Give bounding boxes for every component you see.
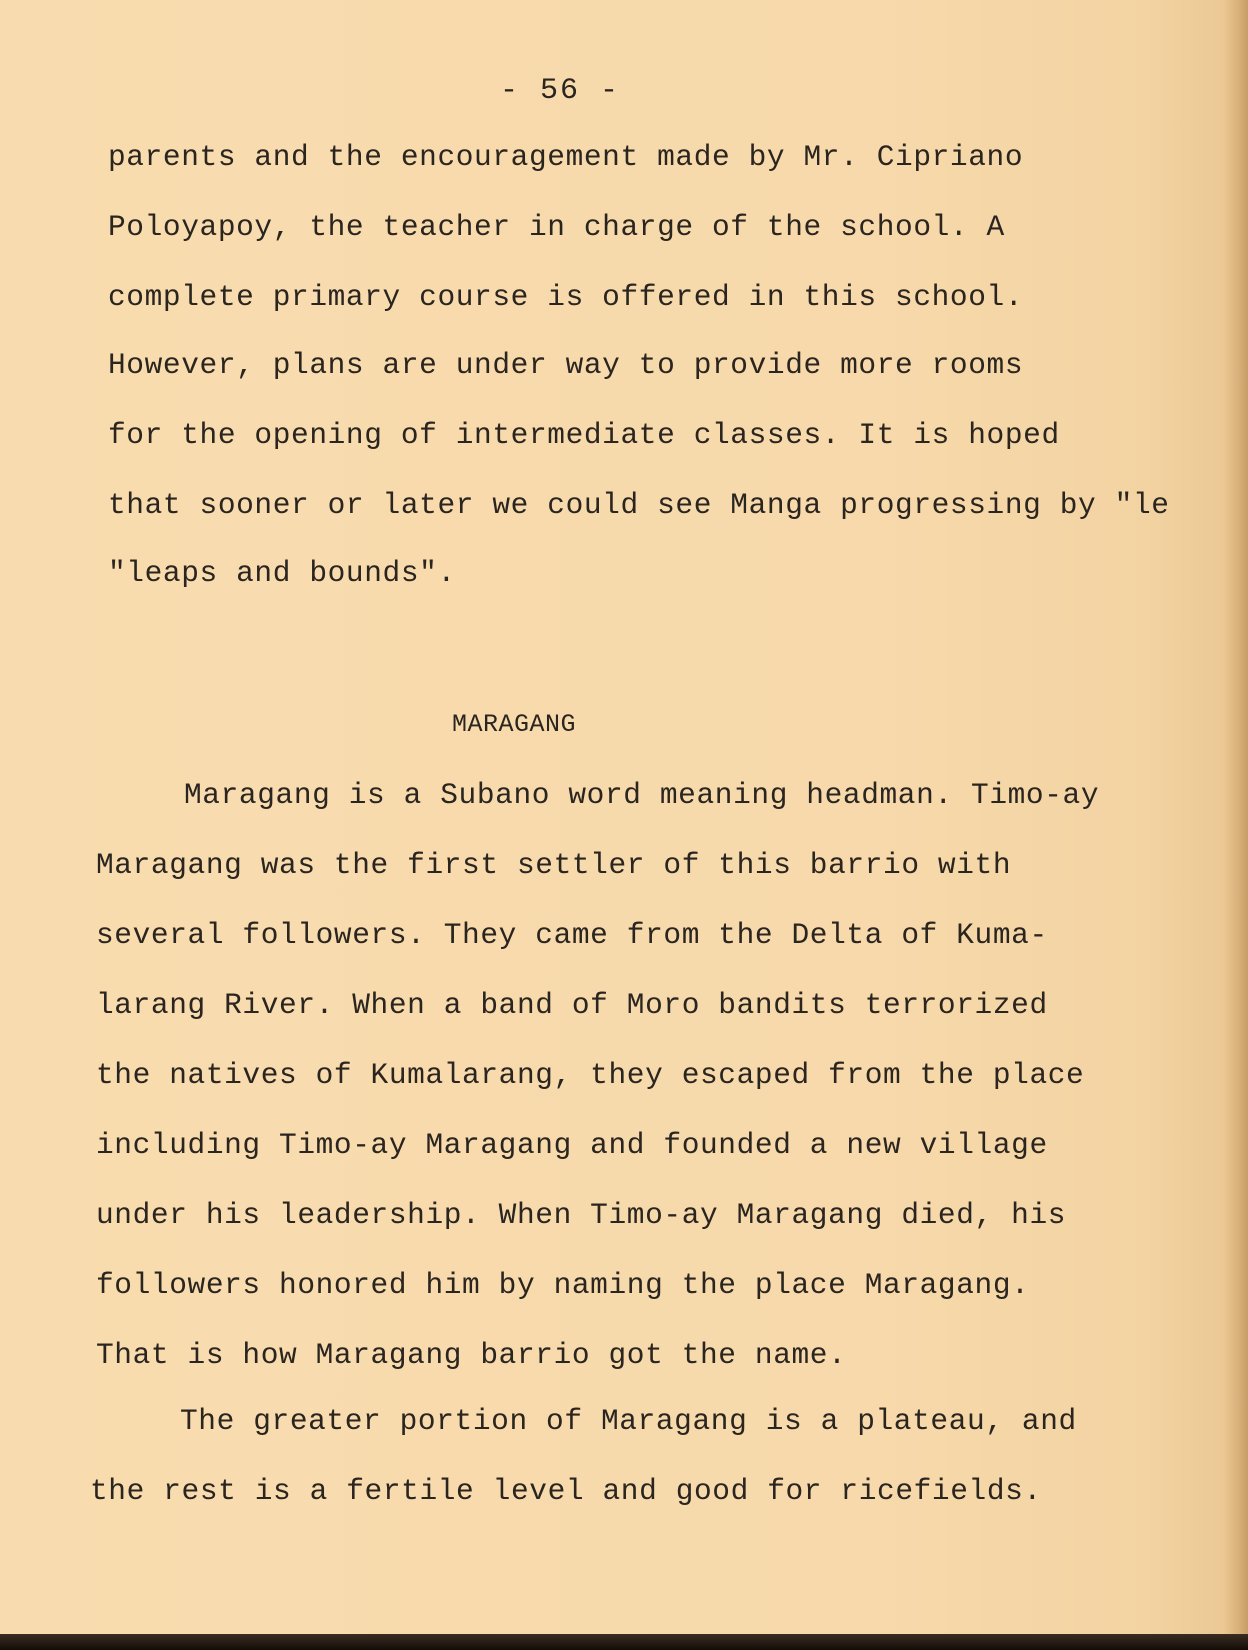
text-line: several followers. They came from the Delta of Kuma- [96, 918, 1048, 952]
text-line: including Timo-ay Maragang and founded a new village [96, 1128, 1048, 1162]
text-line: However, plans are under way to provide more rooms [108, 348, 1024, 382]
text-line: That is how Maragang barrio got the name. [96, 1338, 847, 1372]
page-edge-shadow [1224, 0, 1248, 1650]
text-line: complete primary course is offered in this school. [108, 280, 1024, 314]
text-line: the rest is a fertile level and good for ricefields. [90, 1474, 1042, 1508]
scan-bottom-edge [0, 1634, 1248, 1650]
text-line: followers honored him by naming the place Maragang. [96, 1268, 1030, 1302]
text-line: the natives of Kumalarang, they escaped from the place [96, 1058, 1085, 1092]
text-line: under his leadership. When Timo-ay Maragang died, his [96, 1198, 1067, 1232]
text-line: Maragang was the first settler of this barrio with [96, 848, 1012, 882]
text-line: "leaps and bounds". [108, 556, 456, 590]
text-line: for the opening of intermediate classes. It is hoped [108, 418, 1060, 452]
text-line: that sooner or later we could see Manga progressing by "le [108, 488, 1170, 522]
section-heading: MARAGANG [452, 710, 577, 739]
text-line: parents and the encouragement made by Mr. Cipriano [108, 140, 1024, 174]
text-line: larang River. When a band of Moro bandits terrorized [96, 988, 1048, 1022]
page-number: - 56 - [500, 74, 621, 108]
text-line: Maragang is a Subano word meaning headman. Timo-ay [184, 778, 1100, 812]
text-line: Poloyapoy, the teacher in charge of the school. A [108, 210, 1005, 244]
text-line: The greater portion of Maragang is a plateau, and [180, 1404, 1077, 1438]
